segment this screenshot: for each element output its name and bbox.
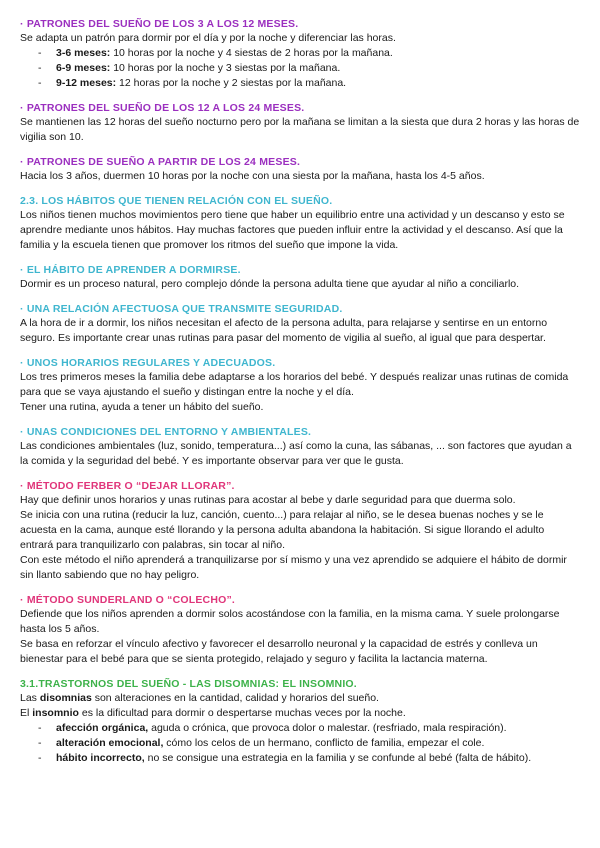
heading-patterns-12-24: · PATRONES DEL SUEÑO DE LOS 12 A LOS 24 MESES. — [20, 102, 305, 114]
text-run: Las — [20, 692, 40, 704]
paragraph: Hay que definir unos horarios y unas rutinas para acostar al bebe y darle seguridad para que duerma solo. — [20, 494, 516, 506]
list-item-label: 6-9 meses: — [56, 62, 111, 74]
paragraph: Se basa en reforzar el vínculo afectivo y favorecer el desarrollo neuronal y la capacidad de estrés y conlleva un bienestar para el bebé para que se sienta protegido, relajado y seguro y facilita la lactancia materna. — [20, 638, 538, 665]
list-item-text: 10 horas por la noche y 4 siestas de 2 horas por la mañana. — [110, 47, 393, 59]
list-sleep-ranges — [20, 46, 580, 91]
list-item — [38, 736, 580, 751]
section-ferber-method — [20, 479, 580, 583]
list-item-text: aguda o crónica, que provoca dolor o malestar. (resfriado, mala respiración). — [148, 722, 507, 734]
heading-patterns-3-12: · PATRONES DEL SUEÑO DE LOS 3 A LOS 12 MESES. — [20, 18, 299, 30]
section-sleep-disorders — [20, 677, 580, 766]
heading-sunderland-method: · MÉTODO SUNDERLAND O “COLECHO”. — [20, 594, 236, 606]
heading-ferber-method: · MÉTODO FERBER O “DEJAR LLORAR”. — [20, 480, 235, 492]
paragraph: Se inicia con una rutina (reducir la luz, canción, cuento...) para relajar al niño, se le desea buenas noches y se le acuesta en la cama, aunque esté llorando y la persona adulta abandona la habitación. Si sigue llorando el adulto entrará para tranquilizarlo con palabras, sin tocar al niño. — [20, 509, 545, 551]
paragraph: Los niños tienen muchos movimientos pero tiene que haber un equilibrio entre una actividad y un descanso y esto se aprendre mediante unos hábitos. Hay muchas factores que pueden influir entre la actividad y el descanso. Así que la familia y la escuela tienen que promover los ritmos del sueño que impone la vida. — [20, 209, 565, 251]
section-patterns-24-plus — [20, 155, 580, 184]
list-item — [38, 46, 580, 61]
section-patterns-12-24 — [20, 101, 580, 145]
list-item-label: alteración emocional, — [56, 737, 164, 749]
paragraph: Se adapta un patrón para dormir por el día y por la noche y diferenciar las horas. — [20, 32, 396, 44]
bold-term: insomnio — [32, 707, 79, 719]
list-item-text: 12 horas por la noche y 2 siestas por la mañana. — [116, 77, 347, 89]
section-environment — [20, 425, 580, 469]
list-item-text: no se consigue una estrategia en la familia y se confunde al bebé (falta de hábito). — [144, 752, 532, 764]
paragraph: Dormir es un proceso natural, pero complejo dónde la persona adulta tiene que ayudar al niño a conciliarlo. — [20, 278, 520, 290]
paragraph: Tener una rutina, ayuda a tener un hábito del sueño. — [20, 401, 264, 413]
heading-habits: 2.3. LOS HÁBITOS QUE TIENEN RELACIÓN CON EL SUEÑO. — [20, 195, 333, 207]
list-item-label: 9-12 meses: — [56, 77, 117, 89]
list-item-label: 3-6 meses: — [56, 47, 111, 59]
paragraph: Las condiciones ambientales (luz, sonido, temperatura...) así como la cuna, las sábanas, ... son factores que ayudan a la comida y la seguridad del bebé. Y es importante observar para ver que le gusta. — [20, 440, 572, 467]
list-item — [38, 751, 580, 766]
heading-affectionate-relationship: · UNA RELACIÓN AFECTUOSA QUE TRANSMITE SEGURIDAD. — [20, 303, 343, 315]
text-run: es la dificultad para dormir o despertarse muchas veces por la noche. — [78, 707, 406, 719]
list-item-text: 10 horas por la noche y 3 siestas por la mañana. — [110, 62, 341, 74]
text-run: El — [20, 707, 33, 719]
section-habits — [20, 194, 580, 253]
paragraph: Los tres primeros meses la familia debe adaptarse a los horarios del bebé. Y después realizar unas rutinas de comida para que se vaya ajustando el sueño y distingan entre la noche y el día. — [20, 371, 569, 398]
paragraph: Hacia los 3 años, duermen 10 horas por la noche con una siesta por la mañana, hasta los 4-5 años. — [20, 170, 485, 182]
text-run: son alteraciones en la cantidad, calidad y horarios del sueño. — [91, 692, 379, 704]
section-regular-schedules — [20, 356, 580, 415]
paragraph: Defiende que los niños aprenden a dormir solos acostándose con la familia, en la misma cama. Y suele prolongarse hasta los 5 años. — [20, 608, 560, 635]
list-item — [38, 76, 580, 91]
heading-patterns-24-plus: · PATRONES DE SUEÑO A PARTIR DE LOS 24 MESES. — [20, 156, 301, 168]
paragraph: Se mantienen las 12 horas del sueño nocturno pero por la mañana se limitan a la siesta que dura 2 horas y las horas de vigilia son 10. — [20, 116, 580, 143]
list-insomnia-causes — [20, 721, 580, 766]
paragraph: A la hora de ir a dormir, los niños necesitan el afecto de la persona adulta, para relajarse y sentirse en un entorno seguro. Es importante crear unas rutinas para pasar del momento de vigilia al sueño, al igual que para despertar. — [20, 317, 548, 344]
list-item — [38, 721, 580, 736]
heading-regular-schedules: · UNOS HORARIOS REGULARES Y ADECUADOS. — [20, 357, 276, 369]
bold-term: disomnias — [39, 692, 92, 704]
list-item-label: afección orgánica, — [56, 722, 149, 734]
list-item — [38, 61, 580, 76]
heading-sleep-disorders: 3.1.TRASTORNOS DEL SUEÑO - LAS DISOMNIAS: EL INSOMNIO. — [20, 678, 357, 690]
paragraph — [20, 691, 580, 706]
paragraph: Con este método el niño aprenderá a tranquilizarse por sí mismo y una vez aprendido se adquiere el hábito de dormir sin llanto sabiendo que no hay peligro. — [20, 554, 567, 581]
section-patterns-3-12 — [20, 17, 580, 91]
list-item-text: cómo los celos de un hermano, conflicto de familia, empezar el cole. — [163, 737, 485, 749]
paragraph — [20, 706, 580, 721]
section-learning-to-sleep — [20, 263, 580, 292]
section-affectionate-relationship — [20, 302, 580, 346]
heading-environment: · UNAS CONDICIONES DEL ENTORNO Y AMBIENTALES. — [20, 426, 312, 438]
heading-learning-to-sleep: · EL HÁBITO DE APRENDER A DORMIRSE. — [20, 264, 241, 276]
section-sunderland-method — [20, 593, 580, 667]
list-item-label: hábito incorrecto, — [56, 752, 145, 764]
